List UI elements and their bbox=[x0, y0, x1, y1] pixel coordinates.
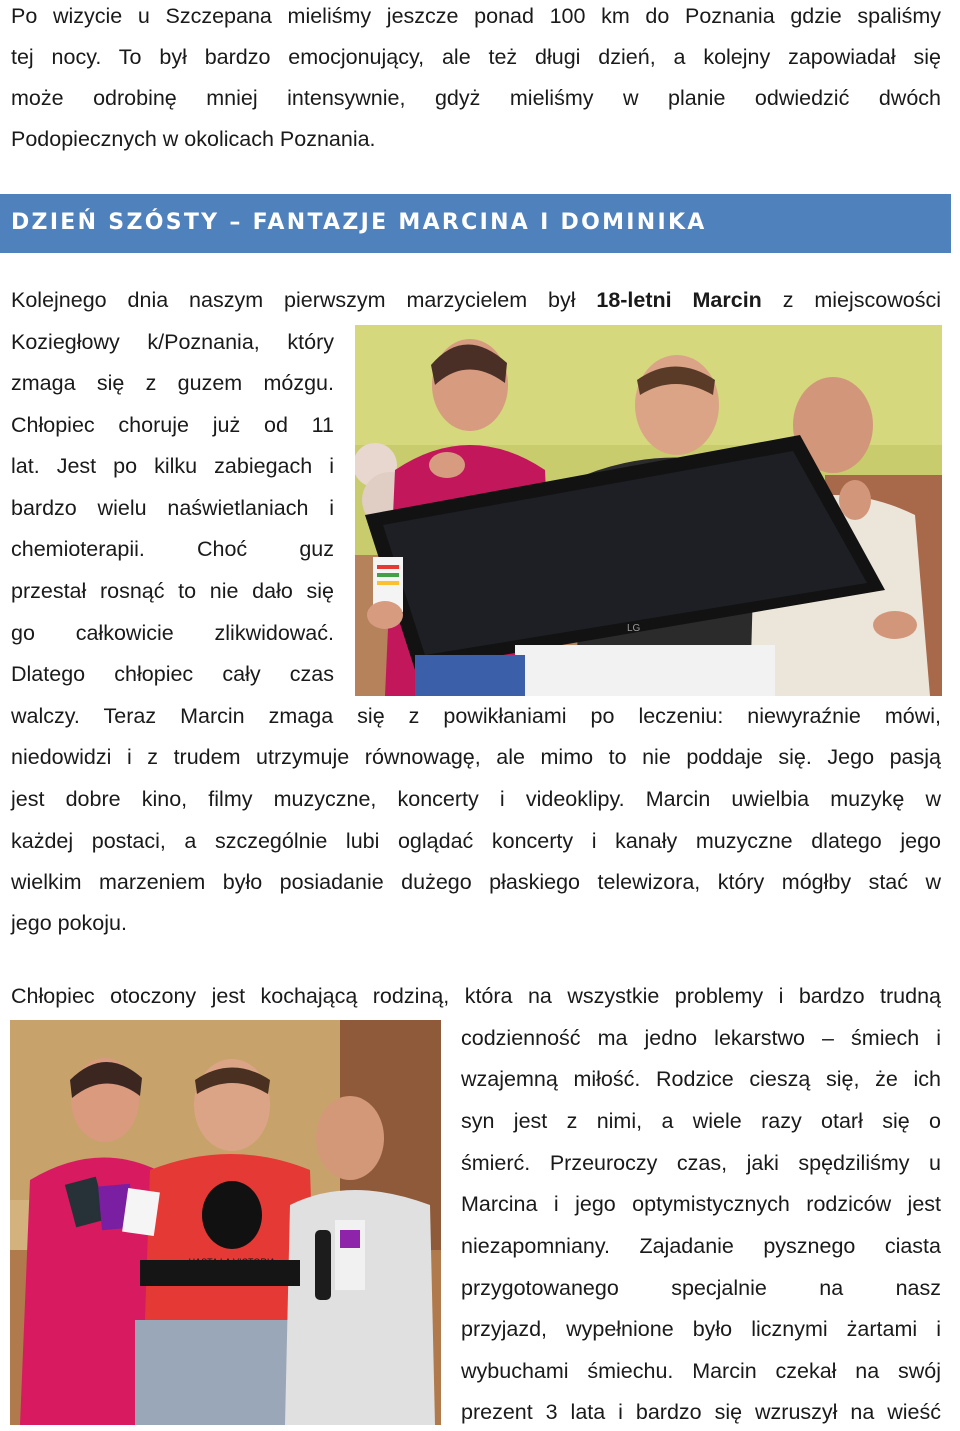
section1-text-before: Kolejnego dnia naszym pierwszym marzycielem był bbox=[11, 288, 597, 312]
section2-first-line: Chłopiec otoczony jest kochającą rodziną, która na wszystkie problemy i bardzo trudną bbox=[11, 984, 941, 1008]
section-heading-banner bbox=[0, 194, 951, 253]
section1-left-line-7: przestał rosnąć to nie dało się bbox=[11, 579, 334, 603]
tv-brand-label: LG bbox=[627, 623, 641, 634]
section1-left-line-8: go całkowicie zlikwidować. bbox=[11, 621, 334, 645]
section2-right-line-4: śmierć. Przeuroczy czas, jaki spędziliśmy u bbox=[461, 1151, 941, 1175]
section2-right-line-1: codzienność ma jedno lekarstwo – śmiech i bbox=[461, 1026, 941, 1050]
section2-right-line-3: syn jest z nimi, a wiele razy otarł się o bbox=[461, 1109, 941, 1133]
section1-left-line-4: lat. Jest po kilku zabiegach i bbox=[11, 454, 334, 478]
section-heading: DZIEŃ SZÓSTY – FANTAZJE MARCINA I DOMINIKA bbox=[11, 210, 707, 235]
section1-first-line bbox=[11, 288, 941, 313]
section1-full-line-4: każdej postaci, a szczególnie lubi oglądać koncerty i kanały muzyczne dlatego jego bbox=[11, 829, 941, 853]
intro-line-4: Podopiecznych w okolicach Poznania. bbox=[11, 127, 376, 151]
section2-right-line-5: Marcina i jego optymistycznych rodziców jest bbox=[461, 1192, 941, 1216]
section1-left-line-2: zmaga się z guzem mózgu. bbox=[11, 371, 334, 395]
photo-family-with-tv bbox=[355, 325, 942, 696]
section2-right-line-7: przygotowanego specjalnie na nasz bbox=[461, 1276, 941, 1300]
intro-line-3: może odrobinę mniej intensywnie, gdyż mieliśmy w planie odwiedzić dwóch bbox=[11, 86, 941, 110]
section2-right-line-10: prezent 3 lata i bardzo się wzruszył na wieść bbox=[461, 1400, 941, 1424]
section1-left-line-3: Chłopiec choruje już od 11 bbox=[11, 413, 334, 437]
section1-full-line-1: walczy. Teraz Marcin zmaga się z powikłaniami po leczeniu: niewyraźnie mówi, bbox=[11, 704, 941, 728]
section1-full-line-2: niedowidzi i z trudem utrzymuje równowagę, ale mimo to nie poddaje się. Jego pasją bbox=[11, 745, 941, 769]
intro-line-2: tej nocy. To był bardzo emocjonujący, ale też długi dzień, a kolejny zapowiadał się bbox=[11, 45, 941, 69]
section2-right-line-9: wybuchami śmiechu. Marcin czekał na swój bbox=[461, 1359, 941, 1383]
section1-text-after: z miejscowości bbox=[761, 288, 941, 312]
section1-left-line-5: bardzo wielu naświetlaniach i bbox=[11, 496, 334, 520]
intro-line-1: Po wizycie u Szczepana mieliśmy jeszcze ponad 100 km do Poznania gdzie spaliśmy bbox=[11, 4, 941, 28]
section1-left-line-9: Dlatego chłopiec cały czas bbox=[11, 662, 334, 686]
section1-full-line-3: jest dobre kino, filmy muzyczne, koncerty i videoklipy. Marcin uwielbia muzykę w bbox=[11, 787, 941, 811]
section2-right-line-6: niezapomniany. Zajadanie pysznego ciasta bbox=[461, 1234, 941, 1258]
section2-right-line-2: wzajemną miłość. Rodzice cieszą się, że ich bbox=[461, 1067, 941, 1091]
section1-full-line-6: jego pokoju. bbox=[11, 911, 127, 935]
section1-full-line-5: wielkim marzeniem było posiadanie dużego płaskiego telewizora, który mógłby stać w bbox=[11, 870, 941, 894]
section2-right-line-8: przyjazd, wypełnione było licznymi żartami i bbox=[461, 1317, 941, 1341]
section1-bold-name: 18-letni Marcin bbox=[596, 288, 762, 312]
section1-left-line-1: Koziegłowy k/Poznania, który bbox=[11, 330, 334, 354]
photo-family-with-gifts bbox=[10, 1020, 441, 1425]
section1-left-line-6: chemioterapii. Choć guz bbox=[11, 537, 334, 561]
